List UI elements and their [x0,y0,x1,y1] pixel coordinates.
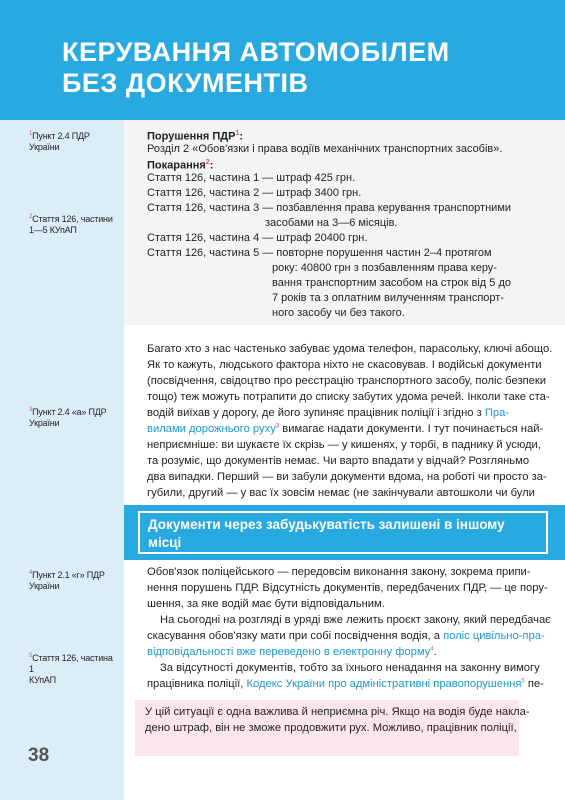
body-line: Як то кажуть, людського фактора ніхто не скасовував. І водійські документи [147,359,542,371]
punishment-heading: Покарання$^2$: [147,159,214,172]
section-title-line2: місці [148,535,182,550]
body-line: та розуміє, що документів немає. Чи варто впадати у відчай? Розгляньмо [147,455,530,467]
body-line: Обов'язок поліцейського — передовсім виконання закону, зокрема припи- [147,566,531,578]
chapter-title-line2: БЕЗ ДОКУМЕНТІВ [62,68,309,98]
violation-section: Розділ 2 «Обов'язки і права водіїв механічних транспортних засобів». [147,143,503,155]
body-line: скасування обов'язку мати при собі посвідчення водія, а поліс цивільно-пра- [147,630,545,642]
body-line: вилами дорожнього руху$^3$ вимагає надати документи. І тут починається най- [147,423,544,435]
body-line: губили, другий — у вас їх зовсім немає (не закінчували автошколи чи були [147,487,535,499]
chapter-title-line1: КЕРУВАННЯ АВТОМОБІЛЕМ [62,37,450,67]
punishment-line: року: 40800 грн з позбавленням права керу- [272,262,497,274]
section-title-line1: Документи через забудькуватість залишені в іншому [148,517,505,532]
body-line: (посвідчення, свідоцтво про реєстрацію транспортного засобу, поліс безпеки [147,375,546,387]
violation-heading: Порушення ПДР$^1$: [147,130,244,143]
body-line: відповідальності вже переведено в електронну форму$^4$. [147,646,437,658]
traffic-rules-link[interactable]: вилами дорожнього руху [147,423,276,435]
margin-note-2: $^2$Стаття 126, частини 1—5 КУпАП [29,214,113,235]
body-line: тощо) теж можуть потрапити до списку забутих удома речей. Інколи таке ста- [147,391,550,403]
body-line: На сьогодні на розгляді в уряді вже лежить проєкт закону, який передбачає [160,614,551,626]
margin-note-4: $^4$Пункт 2.1 «г» ПДР України [29,570,105,591]
chapter-header [0,0,565,120]
punishment-line: Стаття 126, частина 2 — штраф 3400 грн. [147,187,362,199]
punishment-line: Стаття 126, частина 1 — штраф 425 грн. [147,172,356,184]
body-line: неприємніше: ви шукаєте їх скрізь — у кишенях, у торбі, в паднику й усюди, [147,439,541,451]
insurance-policy-link[interactable]: відповідальності вже переведено в електронну форму [147,646,431,658]
body-line: За відсутності документів, тобто за їхнього ненадання на законну вимогу [160,662,540,674]
body-line: два випадки. Перший — ви забули документи вдома, на роботі чи просто за- [147,471,547,483]
margin-note-3: $^3$Пункт 2.4 «а» ПДР України [29,407,107,428]
section-heading-box [124,505,565,560]
page-number: 38 [28,745,50,766]
callout-line: дено штраф, він не зможе продовжити рух. Можливо, працівник поліції, [145,722,517,734]
margin-note-5: $^5$Стаття 126, частина 1 КУпАП [29,653,113,685]
body-line: нення порушень ПДР. Відсутність документів, передбачених ПДР, — це пору- [147,582,548,594]
traffic-rules-link[interactable]: Пра- [484,407,510,419]
body-line: водій виїхав у дорогу, де його зупиняє працівник поліції і згідно з Пра- [147,407,510,419]
admin-code-link[interactable]: Кодекс України про адміністративні правопорушення [246,678,522,690]
punishment-line: засобами на 3—6 місяців. [265,217,398,229]
body-line: Багато хто з нас частенько забуває удома телефон, парасольку, ключі абощо. [147,343,553,355]
body-line: працівника поліції, Кодекс України про адміністративні правопорушення$^5$ пе- [147,678,544,690]
punishment-line: ного засобу чи без такого. [272,307,405,319]
punishment-line: Стаття 126, частина 5 — повторне порушення частин 2–4 протягом [147,247,492,259]
punishment-line: 7 років та з оплатним вилученням транспорт- [272,292,504,304]
insurance-policy-link[interactable]: поліс цивільно-пра- [443,630,545,642]
callout-line: У цій ситуації є одна важлива й неприємна річ. Якщо на водія буде накла- [145,706,530,718]
punishment-line: вання транспортним засобом на строк від 5 до [272,277,511,289]
punishment-line: Стаття 126, частина 4 — штраф 20400 грн. [147,232,368,244]
punishment-line: Стаття 126, частина 3 — позбавлення права керування транспортними [147,202,512,214]
body-line: шення, за яке водій має бути відповідальним. [147,598,385,610]
margin-note-1: $^1$Пункт 2.4 ПДР України [29,131,90,152]
